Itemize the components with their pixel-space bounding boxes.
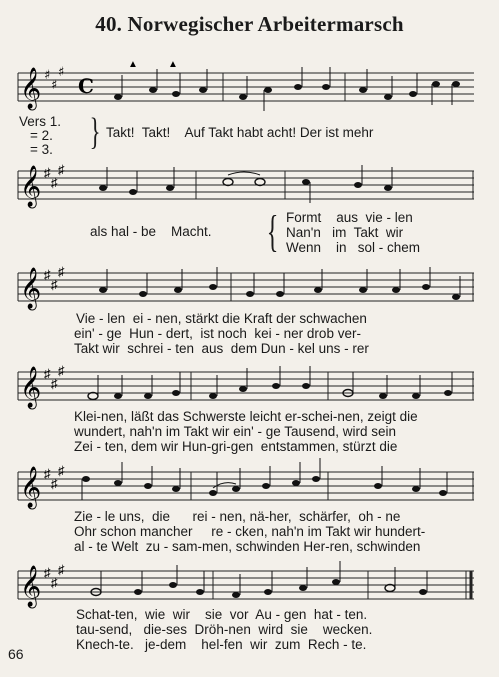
lyrics-system-5-v1: Zie - le uns, die rei - nen, nä-her, schärfer, oh - ne — [74, 509, 401, 524]
svg-text:♯: ♯ — [51, 376, 58, 391]
svg-text:♯: ♯ — [51, 78, 58, 93]
lyrics-system-3-v3: Takt wir schrei - ten aus dem Dun - kel uns - rer — [74, 341, 369, 356]
lyrics-system-4-v3: Zei - ten, dem wir Hun-gri-gen entstammen, stürzt die — [74, 439, 398, 454]
svg-text:▲: ▲ — [128, 59, 138, 70]
lyrics-system-6-v2: tau-send, die-ses Dröh-nen wird sie wecken. — [76, 622, 373, 637]
music-staff-2 — [18, 162, 474, 207]
verse-label-1: Vers 1. — [19, 114, 62, 129]
svg-text:♯: ♯ — [44, 68, 51, 83]
verse-brace: } — [89, 111, 101, 153]
lyrics-system-3-v1: Vie - len ei - nen, stärkt die Kraft der schwachen — [76, 311, 367, 326]
verse-label-2: = 2. — [30, 128, 53, 143]
lyrics-system-6-v3: Knech-te. je-dem hel-fen wir zum Rech - te. — [76, 637, 367, 652]
svg-text:♯: ♯ — [58, 162, 65, 177]
lyrics-system-3-v2: ein' - ge Hun - dert, ist noch kei - ner drob ver- — [74, 326, 361, 341]
svg-text:♯: ♯ — [58, 562, 65, 577]
lyrics-system-4-v1: Klei-nen, läßt das Schwerste leicht er-schei-nen, zeigt die — [74, 409, 418, 424]
svg-text:♯: ♯ — [44, 565, 51, 580]
svg-text:♯: ♯ — [44, 466, 51, 481]
svg-text:♯: ♯ — [44, 366, 51, 381]
lyrics-system-4-v2: wundert, nah'n im Takt wir ein' - ge Tausend, wird sein — [74, 424, 397, 439]
music-staff-5 — [18, 463, 474, 508]
svg-text:♯: ♯ — [44, 267, 51, 282]
svg-text:♯: ♯ — [58, 264, 65, 279]
lyrics-system-5-v2: Ohr schon mancher re - cken, nah'n im Takt wir hundert- — [74, 524, 426, 539]
svg-text:▲: ▲ — [168, 59, 178, 70]
svg-text:♯: ♯ — [58, 65, 65, 80]
lyrics-system-2-v2: Nan'n im Takt wir — [286, 225, 404, 240]
lyrics-system-1: Takt! Takt! Auf Takt habt acht! Der ist mehr — [106, 125, 374, 140]
svg-text:𝄞: 𝄞 — [20, 367, 42, 408]
lyrics-system-6-v1: Schat-ten, wie wir sie vor Au - gen hat - ten. — [76, 607, 368, 622]
verse-label-3: = 3. — [30, 142, 53, 157]
svg-text:♯: ♯ — [51, 175, 58, 190]
treble-clef-icon: 𝄞 — [20, 68, 42, 109]
music-staff-3 — [18, 264, 474, 309]
svg-text:♯: ♯ — [44, 165, 51, 180]
music-staff-6 — [18, 562, 474, 607]
lyrics-system-2-left: als hal - be Macht. — [90, 224, 212, 239]
lyrics-system-2-v1: Formt aus vie - len — [286, 210, 413, 225]
svg-text:♯: ♯ — [58, 363, 65, 378]
lyrics-system-2-v3: Wenn in sol - chem — [286, 240, 421, 255]
svg-text:𝄞: 𝄞 — [20, 268, 42, 309]
verse-brace-2: { — [266, 207, 279, 256]
svg-text:𝄞: 𝄞 — [20, 566, 42, 607]
svg-text:♯: ♯ — [51, 277, 58, 292]
time-signature: C — [78, 74, 94, 98]
page-number: 66 — [8, 646, 24, 662]
svg-text:♯: ♯ — [51, 476, 58, 491]
svg-text:𝄞: 𝄞 — [20, 166, 42, 207]
music-staff-4 — [18, 363, 474, 408]
music-staff-1 — [18, 59, 474, 109]
lyrics-system-5-v3: al - te Welt zu - sam-men, schwinden Her-ren, schwinden — [74, 539, 421, 554]
song-title: 40. Norwegischer Arbeitermarsch — [95, 12, 404, 36]
svg-text:♯: ♯ — [51, 575, 58, 590]
svg-text:♯: ♯ — [58, 463, 65, 478]
svg-text:𝄞: 𝄞 — [20, 467, 42, 508]
